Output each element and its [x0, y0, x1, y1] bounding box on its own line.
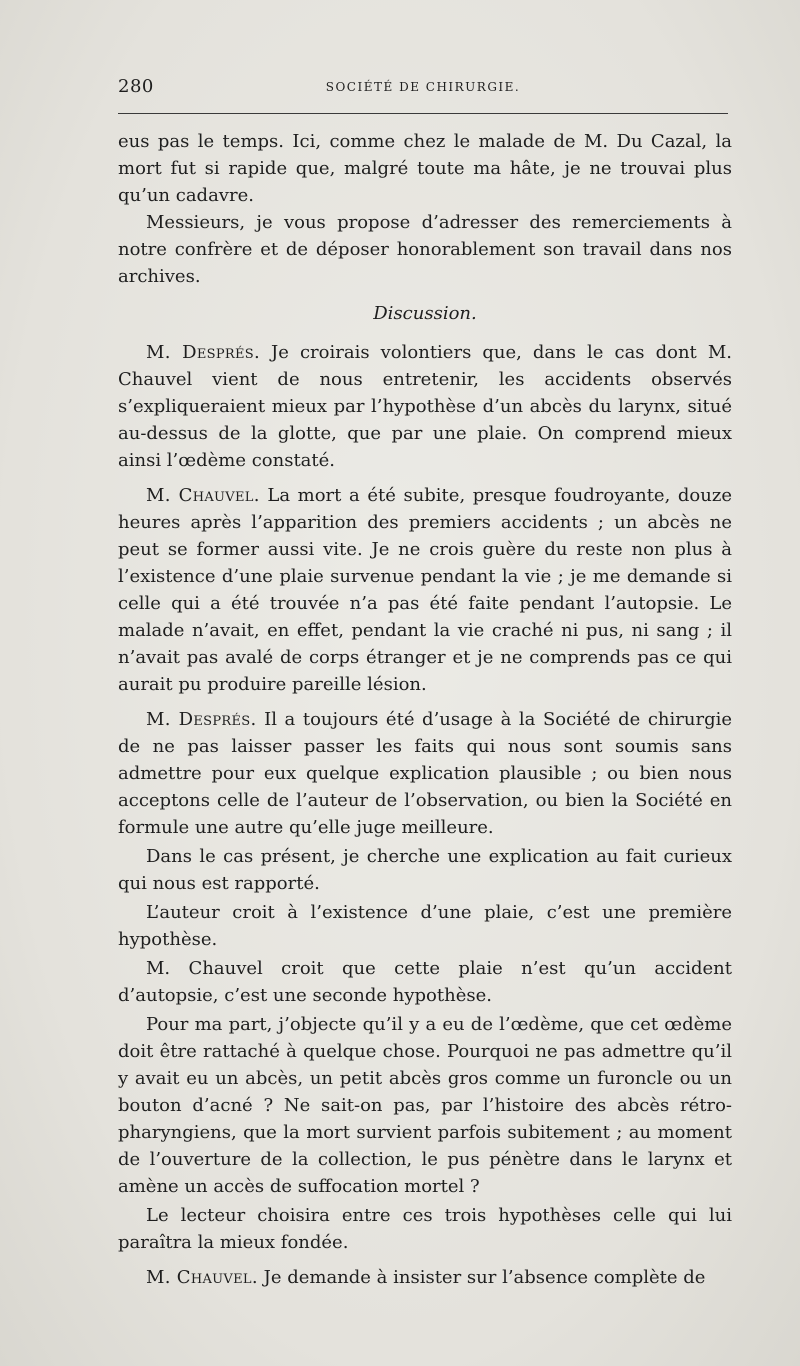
paragraph: M. Chauvel. La mort a été subite, presque foudroyante, douze heures après l’apparition des premiers accidents ; un abcès ne peut se former aussi vite. Je ne crois guère du reste non plus à l’existence d’une plaie survenue pendant la vie ; je me demande si celle qui a été trouvée n’a pas été faite pendant l’autopsie. Le malade n’avait, en effet, pendant la vie craché ni pus, ni sang ; il n’avait pas avalé de corps étranger et je ne comprends pas ce qui aurait pu produire pareille lésion. — [118, 485, 732, 695]
speaker-name: M. Després. — [146, 709, 257, 730]
page-number: 280 — [118, 76, 154, 97]
speaker-name: M. Chauvel. — [146, 485, 260, 506]
paragraph: M. Després. Je croirais volontiers que, dans le cas dont M. Chauvel vient de nous entretenir, les accidents observés s’expliqueraient mieux par l’hypothèse d’un abcès du larynx, situé au-dessus de la glotte, que par une plaie. On comprend mieux ainsi l’œdème constaté. — [118, 342, 732, 471]
speaker-name: M. Després. — [146, 342, 260, 363]
paragraph: Pour ma part, j’objecte qu’il y a eu de l’œdème, que cet œdème doit être rattaché à quelque chose. Pourquoi ne pas admettre qu’il y avait eu un abcès, un petit abcès gros comme un furoncle ou un bouton d’acné ? Ne sait-on pas, par l’histoire des abcès rétro-pharyngiens, que la mort survient parfois subitement ; au moment de l’ouverture de la collection, le pus pénètre dans le larynx et amène un accès de suffocation mortel ? — [118, 1014, 732, 1197]
paragraph: eus pas le temps. Ici, comme chez le malade de M. Du Cazal, la mort fut si rapide que, malgré toute ma hâte, je ne trouvai plus qu’un cadavre. — [118, 131, 732, 206]
paragraph: M. Chauvel. Je demande à insister sur l’absence complète de — [146, 1267, 706, 1288]
page-header — [118, 76, 728, 104]
paragraph: M. Chauvel croit que cette plaie n’est qu’un accident d’autopsie, c’est une seconde hypothèse. — [118, 958, 732, 1006]
paragraph: M. Després. Il a toujours été d’usage à la Société de chirurgie de ne pas laisser passer les faits qui nous sont soumis sans admettre pour eux quelque explication plausible ; ou bien nous acceptons celle de l’auteur de l’observation, ou bien la Société en formule une autre qu’elle juge meilleure. — [118, 709, 732, 838]
paragraph: Messieurs, je vous propose d’adresser des remerciements à notre confrère et de déposer honorablement son travail dans nos archives. — [118, 212, 732, 287]
paragraph: Le lecteur choisira entre ces trois hypothèses celle qui lui paraîtra la mieux fondée. — [118, 1205, 732, 1253]
paragraph: L’auteur croit à l’existence d’une plaie, c’est une première hypothèse. — [118, 902, 732, 950]
body-text — [118, 128, 732, 1291]
header-rule — [118, 113, 728, 114]
running-title: SOCIÉTÉ DE CHIRURGIE. — [325, 80, 521, 94]
speaker-name: M. Chauvel. — [146, 1267, 258, 1288]
paragraph: Dans le cas présent, je cherche une explication au fait curieux qui nous est rapporté. — [118, 846, 732, 894]
section-heading: Discussion. — [373, 303, 477, 324]
